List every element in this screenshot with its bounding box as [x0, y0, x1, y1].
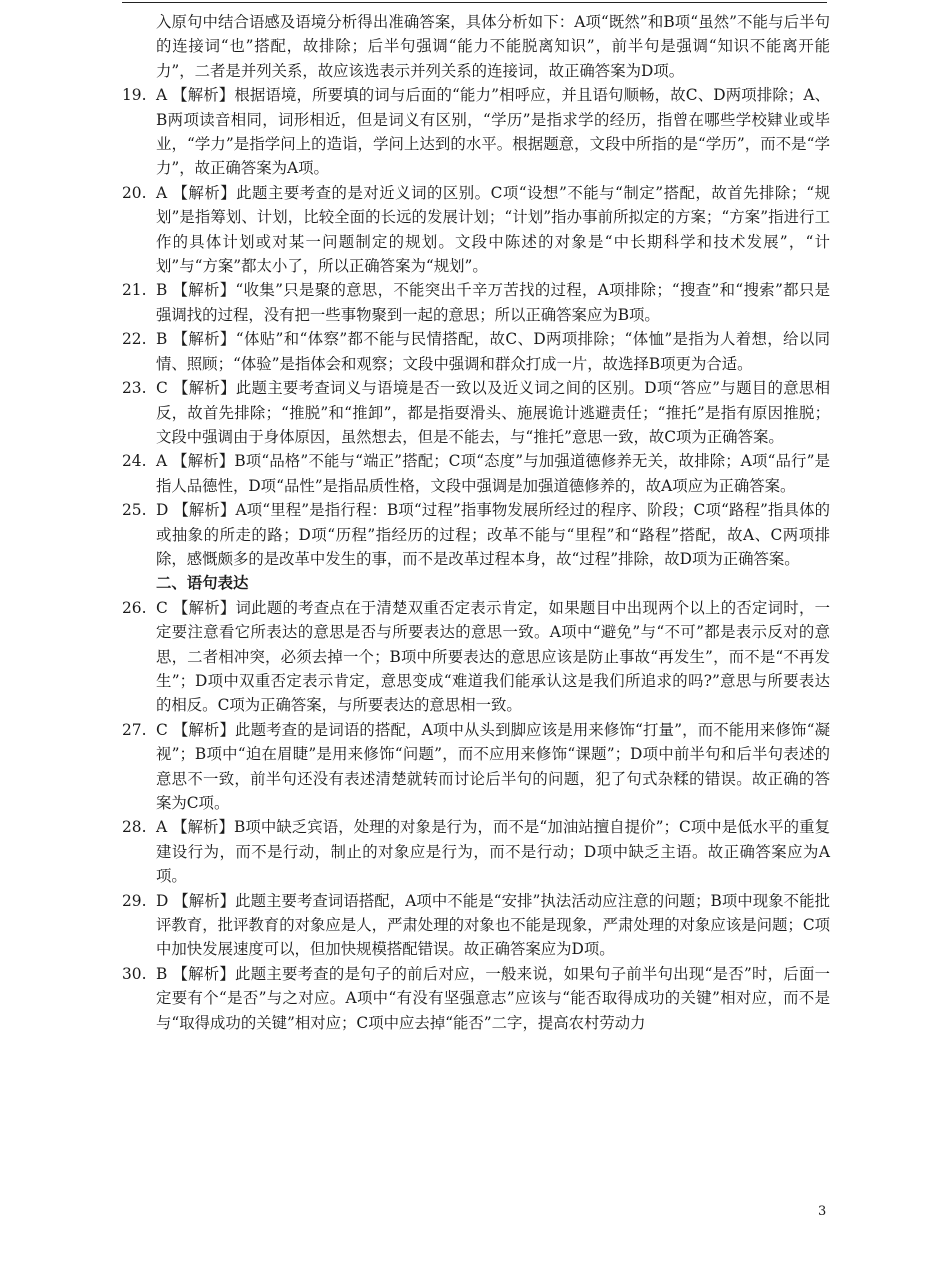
header-rule — [122, 2, 827, 3]
item-text: C 【解析】此题主要考查词义与语境是否一致以及近义词之间的区别。D项“答应”与题目的意思相反，故首先排除；“推脱”和“推卸”，都是指耍滑头、施展诡计逃避责任；“推托”是指有原因推脱；文段中强调由于身体原因，虽然想去，但是不能去，与“推托”意思一致，故C项为正确答案。 — [156, 379, 830, 446]
item-number: 28. — [122, 818, 147, 837]
item-text: C 【解析】此题考查的是词语的搭配，A项中从头到脚应该是用来修饰“打量”，而不能用来修饰“凝视”；B项中“迫在眉睫”是用来修饰“问题”，而不应用来修饰“课题”；D项中前半句和后半句表述的意思不一致，前半句还没有表述清楚就转而讨论后半句的问题，犯了句式杂糅的错误。故正确的答案为C项。 — [156, 720, 830, 812]
answer-item-19 — [122, 83, 830, 181]
continuation-paragraph: 入原句中结合语感及语境分析得出准确答案，具体分析如下：A项“既然”和B项“虽然”不能与后半句的连接词“也”搭配，故排除；后半句强调“能力不能脱离知识”，前半句是强调“知识不能离开能力”，二者是并列关系，故应该选表示并列关系的连接词，故正确答案为D项。 — [156, 13, 830, 80]
answer-item-30 — [122, 962, 830, 1035]
item-text: A 【解析】根据语境，所要填的词与后面的“能力”相呼应，并且语句顺畅，故C、D两项排除；A、B两项读音相同，词形相近，但是词义有区别，“学历”是指求学的经历，指曾在哪些学校肄业或毕业，“学力”是指学问上的造诣，学问上达到的水平。根据题意，文段中所指的是“学历”，而不是“学力”，故正确答案为A项。 — [156, 86, 830, 178]
answer-content — [122, 10, 830, 1035]
item-text: B 【解析】“体贴”和“体察”都不能与民情搭配，故C、D两项排除；“体恤”是指为人着想，给以同情、照顾；“体验”是指体会和观察；文段中强调和群众打成一片，故选择B项更为合适。 — [156, 330, 830, 373]
item-text: D 【解析】此题主要考查词语搭配，A项中不能是“安排”执法活动应注意的问题；B项中现象不能批评教育，批评教育的对象应是人，严肃处理的对象也不能是现象，严肃处理的对象应该是问题；C项中加快发展速度可以，但加快规模搭配错误。故正确答案应为D项。 — [156, 891, 830, 959]
answer-item-29 — [122, 889, 830, 962]
page-number: 3 — [818, 1204, 827, 1219]
item-number: 21. — [122, 281, 147, 300]
item-number: 20. — [122, 183, 147, 202]
item-text: C 【解析】词此题的考查点在于清楚双重否定表示肯定，如果题目中出现两个以上的否定词时，一定要注意看它所表达的意思是否与所要表达的意思一致。A项中“避免”与“不可”都是表示反对的意思，二者相冲突，必须去掉一个；B项中所要表达的意思应该是防止事故“再发生”，而不是“不再发生”；D项中双重否定表示肯定，意思变成“难道我们能承认这是我们所追求的吗?”意思与所要表达的相反。C项为正确答案，与所要表达的意思相一致。 — [156, 598, 830, 715]
section-heading: 二、语句表达 — [156, 574, 249, 593]
item-text: A 【解析】此题主要考查的是对近义词的区别。C项“设想”不能与“制定”搭配，故首先排除；“规划”是指筹划、计划，比较全面的长远的发展计划；“计划”指办事前所拟定的方案；“方案”指进行工作的具体计划或对某一问题制定的规划。文段中陈述的对象是“中长期科学和技术发展”，“计划”与“方案”都太小了，所以正确答案为“规划”。 — [156, 183, 830, 276]
answer-item-25 — [122, 498, 830, 571]
answer-item-28 — [122, 815, 830, 888]
answer-list-sentences — [122, 596, 830, 1035]
item-number: 30. — [122, 964, 147, 983]
item-text: B 【解析】“收集”只是聚的意思，不能突出千辛万苦找的过程，A项排除；“搜查”和“搜索”都只是强调找的过程，没有把一些事物聚到一起的意思；所以正确答案应为B项。 — [156, 281, 830, 324]
item-number: 19. — [122, 86, 147, 105]
item-text: A 【解析】B项“品格”不能与“端正”搭配；C项“态度”与加强道德修养无关，故排除；A项“品行”是指人品德性，D项“品性”是指品质性格，文段中强调是加强道德修养的，故A项应为正确答案。 — [156, 452, 830, 495]
item-text: D 【解析】A项“里程”是指行程：B项“过程”指事物发展所经过的程序、阶段；C项“路程”指具体的或抽象的所走的路；D项“历程”指经历的过程；改革不能与“里程”和“路程”搭配，故A、C两项排除，感慨颇多的是改革中发生的事，而不是改革过程本身，故“过程”排除，故D项为正确答案。 — [156, 501, 830, 568]
answer-item-21 — [122, 278, 830, 327]
item-text: B 【解析】此题主要考查的是句子的前后对应，一般来说，如果句子前半句出现“是否”时，后面一定要有个“是否”与之对应。A项中“有没有坚强意志”应该与“能否取得成功的关键”相对应，而不是与“取得成功的关键”相对应；C项中应去掉“能否”二字，提高农村劳动力 — [156, 964, 830, 1032]
item-number: 26. — [122, 598, 147, 617]
answer-item-26 — [122, 596, 830, 718]
answer-list-vocabulary — [122, 83, 830, 571]
answer-item-22 — [122, 327, 830, 376]
item-number: 25. — [122, 501, 147, 520]
item-number: 27. — [122, 720, 147, 739]
item-number: 23. — [122, 379, 147, 398]
answer-item-27 — [122, 718, 830, 816]
answer-item-23 — [122, 376, 830, 449]
item-number: 22. — [122, 330, 147, 349]
item-number: 29. — [122, 891, 147, 910]
item-number: 24. — [122, 452, 147, 471]
answer-item-20 — [122, 181, 830, 279]
answer-item-24 — [122, 449, 830, 498]
item-text: A 【解析】B项中缺乏宾语，处理的对象是行为，而不是“加油站擅自提价”；C项中是低水平的重复建设行为，而不是行动，制止的对象应是行为，而不是行动；D项中缺乏主语。故正确答案应为A项。 — [156, 818, 830, 886]
